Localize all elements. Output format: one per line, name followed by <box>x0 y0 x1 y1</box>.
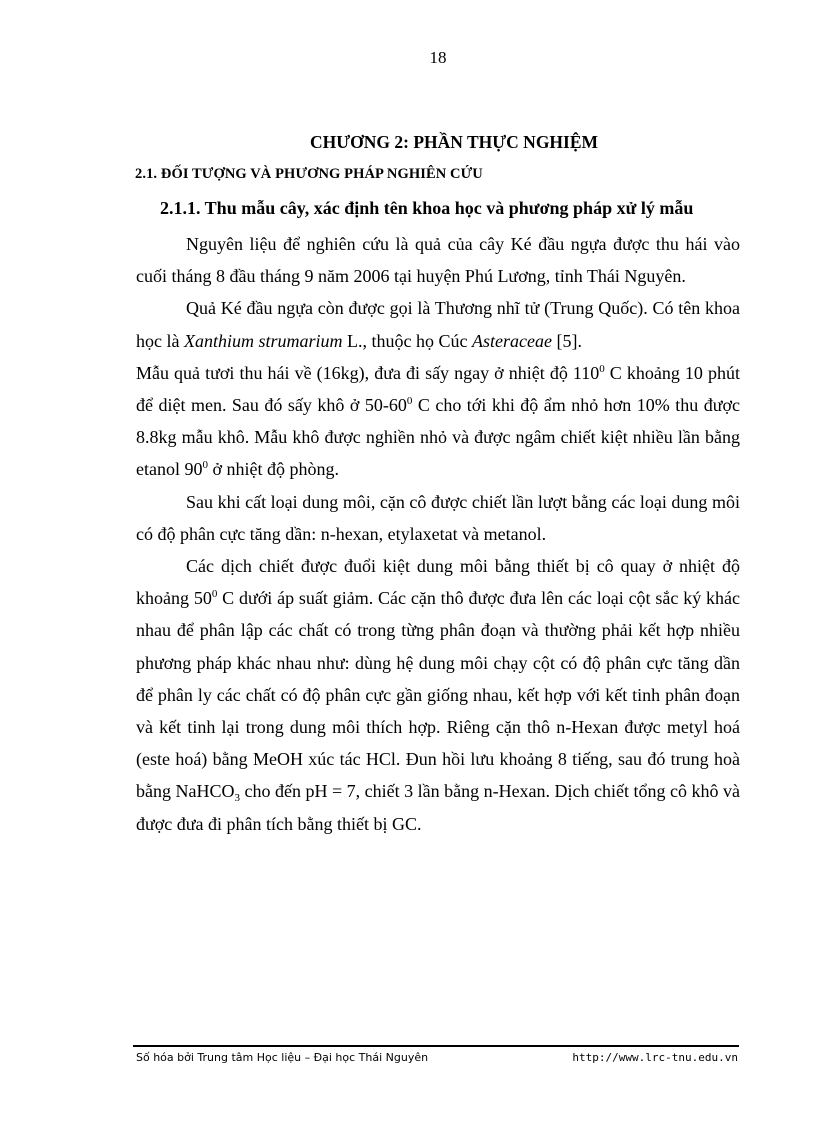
paragraph-3-text-c: C cho tới khi độ ẩm nhỏ hơn 10% thu được 8.8kg mẫu khô. Mẫu khô được nghiền nhỏ và được ngâm chiết kiệt nhiều lần bằng etanol 90 <box>136 395 740 480</box>
paragraph-2-text-c: [5]. <box>551 330 582 351</box>
paragraph-4: Sau khi cất loại dung môi, cặn cô được chiết lần lượt bằng các loại dung môi có độ phân cực tăng dần: n-hexan, etylaxetat và metanol. <box>136 491 740 544</box>
footer-url: http://www.lrc-tnu.edu.vn <box>572 1051 738 1064</box>
degree-superscript: 0 <box>202 459 208 472</box>
subsection-heading: 2.1.1. Thu mẫu cây, xác định tên khoa học và phương pháp xử lý mẫu <box>160 198 694 218</box>
degree-superscript: 0 <box>211 588 218 601</box>
section-heading: 2.1. ĐỐI TƯỢNG VÀ PHƯƠNG PHÁP NGHIÊN CỨU <box>135 166 483 182</box>
chapter-title: CHƯƠNG 2: PHẦN THỰC NGHIỆM <box>309 132 599 152</box>
species-name: Xanthium strumarium <box>183 330 343 351</box>
paragraph-3 <box>136 357 740 486</box>
paragraph-2-text-a: Quả Ké đầu ngựa còn được gọi là Thương nhĩ tử (Trung Quốc). Có tên khoa học là <box>136 298 740 351</box>
footer-divider <box>133 1045 739 1047</box>
footer-credit: Số hóa bởi Trung tâm Học liệu – Đại học Thái Nguyên <box>136 1051 429 1064</box>
paragraph-5-text-b: C dưới áp suất giảm. Các cặn thô được đưa lên các loại cột sắc ký khác nhau để phân lập các chất có trong từng phân đoạn và thường phải kết hợp nhiều phương pháp khác nhau như: dùng hệ dung môi chạy cột có độ phân cực tăng dần để phân ly các chất có độ phân cực gần giống nhau, kết hợp với kết tinh phân đoạn và kết tinh lại trong dung môi thích hợp. Riêng cặn thô n-Hexan được metyl hoá (este hoá) bằng MeOH xúc tác HCl. Đun hồi lưu khoảng 8 tiếng, sau đó trung hoà bằng NaHCO <box>136 588 740 802</box>
degree-superscript: 0 <box>406 395 413 408</box>
family-name: Asteraceae <box>471 330 552 351</box>
paragraph-5-text-a: Các dịch chiết được đuổi kiệt dung môi bằng thiết bị cô quay ở nhiệt độ khoảng 50 <box>136 556 740 609</box>
paragraph-3-text-b: C khoảng 10 phút để diệt men. Sau đó sấy khô ở 50-60 <box>136 362 740 416</box>
body-text <box>136 228 740 840</box>
paragraph-1: Nguyên liệu để nghiên cứu là quả của cây Ké đầu ngựa được thu hái vào cuối tháng 8 đầu tháng 9 năm 2006 tại huyện Phú Lương, tỉnh Thái Nguyên. <box>136 234 740 287</box>
paragraph-3-text-d: ở nhiệt độ phòng. <box>207 459 339 480</box>
paragraph-2 <box>136 292 740 356</box>
paragraph-5-text-c: cho đến pH = 7, chiết 3 lần bằng n-Hexan. Dịch chiết tổng cô khô và được đưa đi phân tích bằng thiết bị GC. <box>136 781 740 834</box>
paragraph-5 <box>136 550 740 840</box>
page-number: 18 <box>429 48 447 67</box>
degree-superscript: 0 <box>599 362 605 375</box>
formula-subscript: 3 <box>234 792 240 805</box>
paragraph-3-text-a: Mẫu quả tươi thu hái về (16kg), đưa đi sấy ngay ở nhiệt độ 110 <box>136 362 600 383</box>
paragraph-2-text-b: L., thuộc họ Cúc <box>342 330 472 351</box>
